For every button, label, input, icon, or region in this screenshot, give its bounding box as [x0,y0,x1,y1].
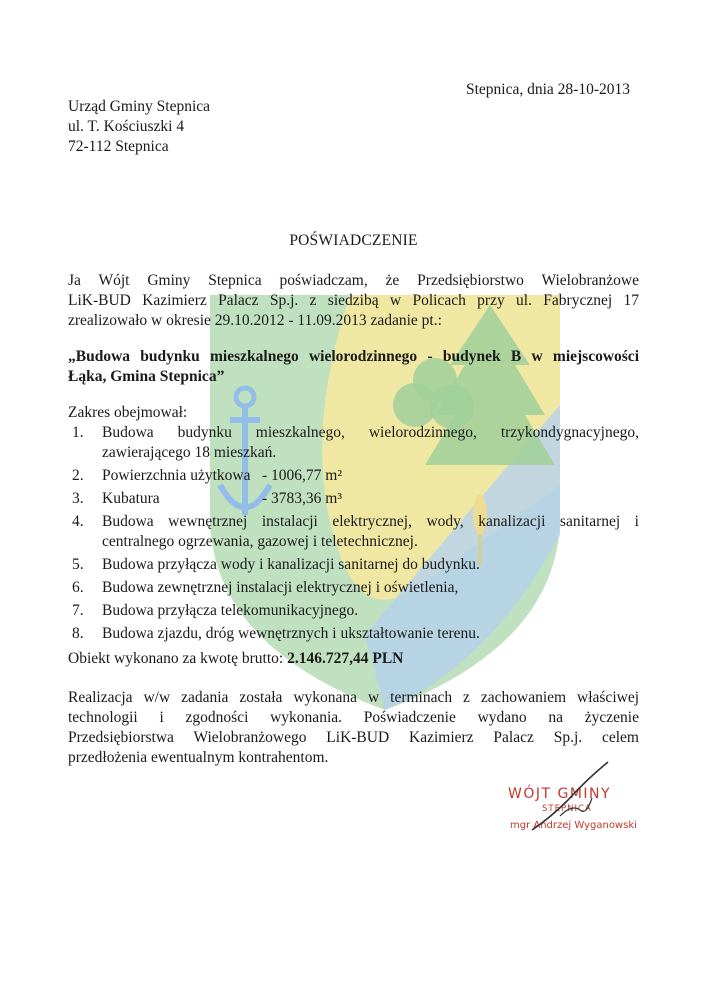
closing-paragraph [68,688,639,768]
task-line: Łąka, Gmina Stepnica” [68,368,225,385]
list-item [68,489,639,509]
paragraph-line: zrealizowało w okresie 29.10.2012 - 11.09.2013 zadanie pt.: [68,312,442,329]
item-text: Budowa przyłącza wody i kanalizacji sanitarnej do budynku. [102,556,480,573]
item-number: 2. [72,467,84,484]
item-text: Budowa budynku mieszkalnego, wielorodzinnego, trzykondygnacyjnego, [102,424,639,441]
paragraph-line: przedłożenia ewentualnym kontrahentom. [68,749,329,766]
item-label: Powierzchnia użytkowa [102,467,251,484]
stamp-name: mgr Andrzej Wyganowski [510,820,637,831]
item-text: centralnego ogrzewania, gazowej i teletechnicznej. [102,533,418,550]
paragraph-line: technologii i zgodności wykonania. Poświadczenie wydano na życzenie [68,709,639,726]
list-item [68,512,639,552]
scope-heading: Zakres obejmował: [68,404,188,421]
intro-paragraph [68,271,639,331]
item-label: Kubatura [102,490,160,507]
item-number: 3. [72,490,84,507]
paragraph-line: LiK-BUD Kazimierz Palacz Sp.j. z siedzibą w Policach przy ul. Fabrycznej 17 [68,292,639,309]
cost-amount: 2.146.727,44 PLN [287,650,404,667]
list-item [68,466,639,486]
list-item [68,423,639,463]
item-text: zawierającego 18 mieszkań. [102,444,277,461]
item-number: 4. [72,513,84,530]
stamp-subtitle: STEPNICA [542,804,592,814]
paragraph-line: Realizacja w/w zadania została wykonana w terminach z zachowaniem właściwej [68,689,639,706]
item-value: - 3783,36 m³ [262,490,342,507]
task-line: „Budowa budynku mieszkalnego wielorodzinnego - budynek B w miejscowości [68,348,639,365]
item-number: 1. [72,424,84,441]
item-number: 8. [72,625,84,642]
document-title: POŚWIADCZENIE [289,232,418,249]
recipient-line: ul. T. Kościuszki 4 [68,118,185,135]
paragraph-line: Przedsiębiorstwa Wielobranżowego LiK-BUD Kazimierz Palacz Sp.j. celem [68,729,639,746]
recipient-line: 72-112 Stepnica [68,138,169,155]
item-value: - 1006,77 m² [262,467,342,484]
cost-line [68,649,403,669]
date-line: Stepnica, dnia 28-10-2013 [466,81,631,98]
list-item [68,578,639,598]
list-item [68,555,639,575]
recipient-address [68,97,210,157]
cost-prefix: Obiekt wykonano za kwotę brutto: [68,650,288,667]
item-number: 7. [72,602,84,619]
item-text: Budowa przyłącza telekomunikacyjnego. [102,602,359,619]
recipient-line: Urząd Gminy Stepnica [68,98,211,115]
handwritten-signature [520,758,620,838]
scope-list [68,423,639,647]
paragraph-line: Ja Wójt Gminy Stepnica poświadczam, że Przedsiębiorstwo Wielobranżowe [68,272,639,289]
stamp-title: WÓJT GMINY [508,786,612,802]
item-text: Budowa zewnętrznej instalacji elektrycznej i oświetlenia, [102,579,459,596]
list-item [68,601,639,621]
list-item [68,624,639,644]
item-text: Budowa wewnętrznej instalacji elektrycznej, wody, kanalizacji sanitarnej i [102,513,639,530]
item-number: 5. [72,556,84,573]
item-text: Budowa zjazdu, dróg wewnętrznych i ukształtowanie terenu. [102,625,480,642]
item-number: 6. [72,579,84,596]
task-title [68,347,639,387]
